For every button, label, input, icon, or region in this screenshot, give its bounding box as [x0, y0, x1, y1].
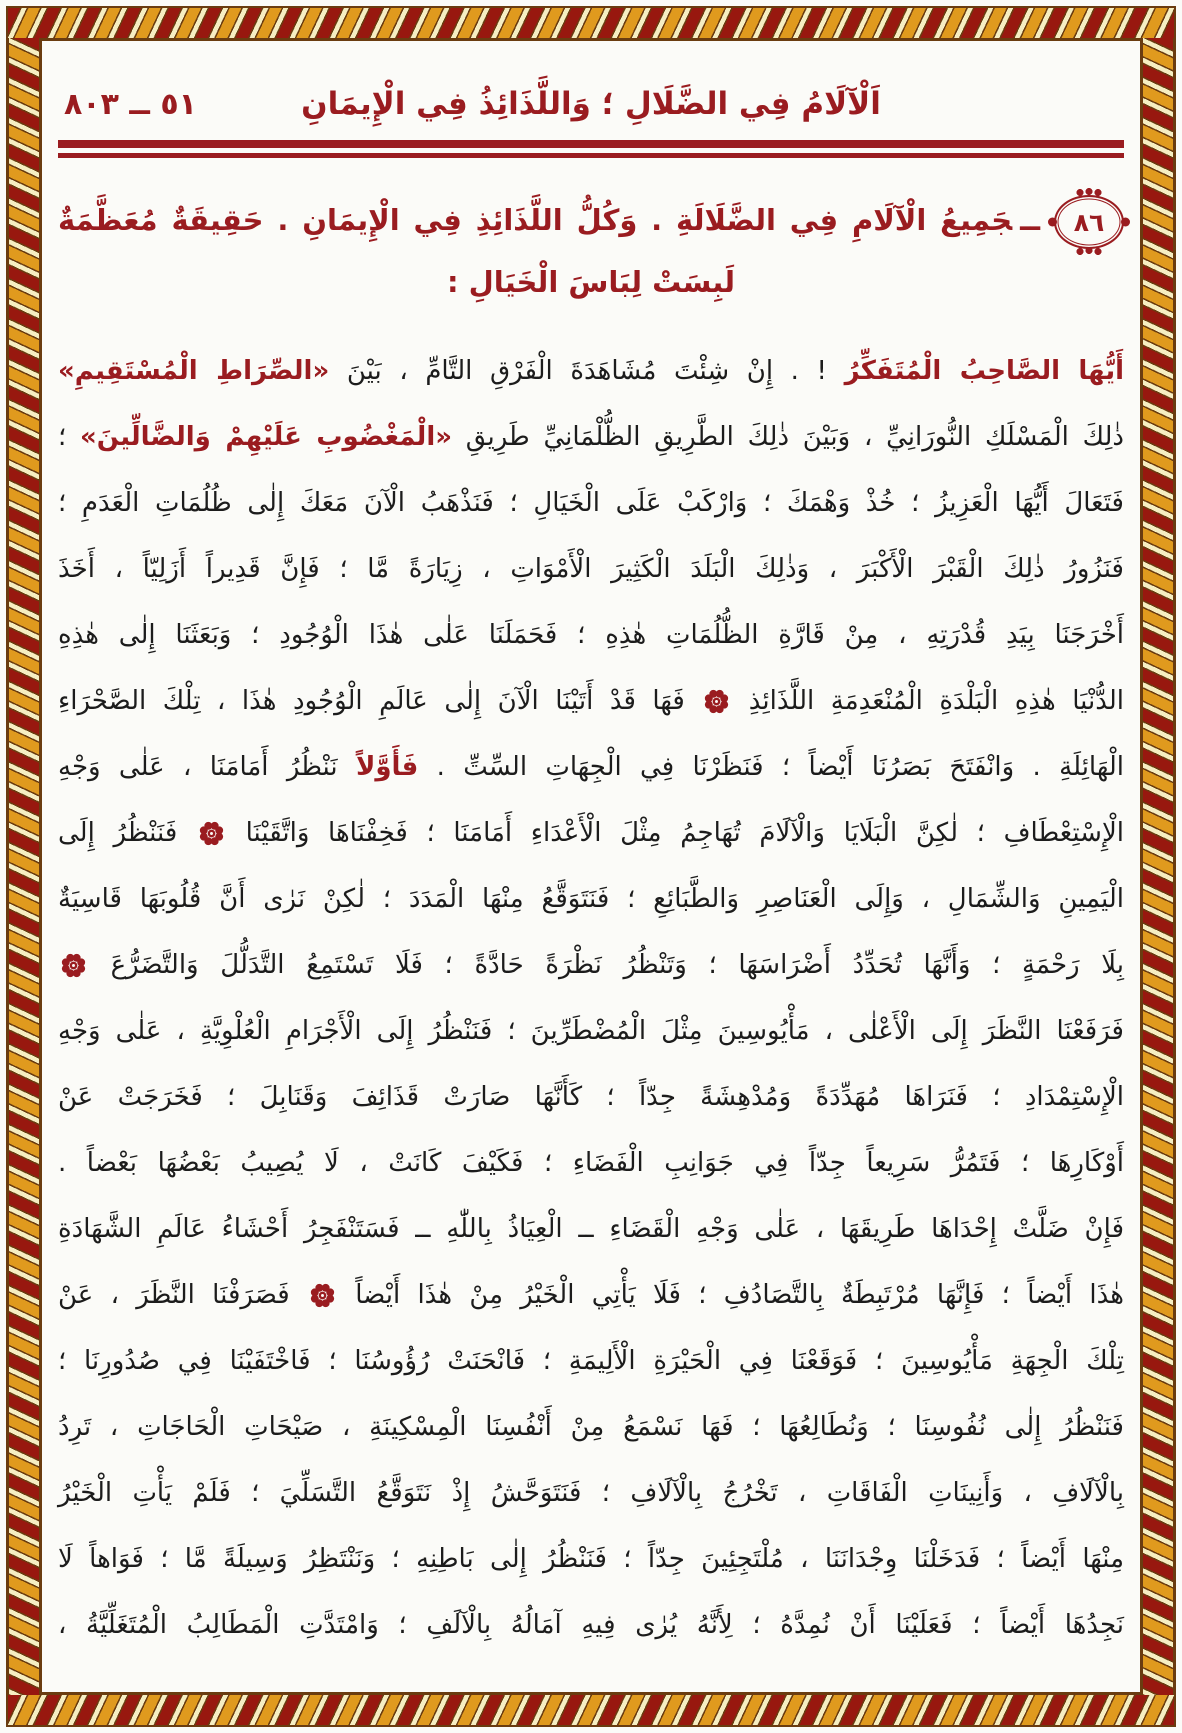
paragraph-number-medallion — [1054, 195, 1124, 249]
medallion-ornament-icon — [1048, 218, 1057, 227]
text-run: ؛ — [58, 422, 81, 452]
text-run: نَجِدُهَا أَيْضاً ؛ فَعَلَيْنَا أَنْ نُمِدَّهُ ؛ لِأَنَّهُ يُرٰى فِيهِ آمَالُهُ بِالْآلَفِ ؛ وَامْتَدَّتِ الْمَطَالِبُ الْمُتَغَلِّيَّةُ ، — [58, 1610, 1124, 1640]
text-run: فَإِنْ ضَلَّتْ إِحْدَاهَا طَرِيقَهَا ، عَلٰى وَجْهِ الْقَضَاءِ ــ الْعِيَاذُ بِاللّٰهِ ــ فَسَتَنْفَجِرُ أَحْشَاءُ عَالَمِ الشَّهَادَةِ — [58, 1214, 1124, 1244]
highlight-phrase: «الْمَغْضُوبِ عَلَيْهِمْ وَالضَّالِّينَ» — [80, 422, 453, 452]
body-line — [58, 1328, 1124, 1394]
body-line — [58, 1592, 1124, 1658]
section-heading — [58, 188, 1124, 312]
text-run: الْهَائِلَةِ . وَانْفَتَحَ بَصَرُنَا أَيْضاً ؛ فَنَظَرْنَا فِي الْجِهَاتِ السِّتِّ . — [418, 752, 1124, 782]
text-run: الْإِسْتِمْدَادِ ؛ فَنَرَاهَا مُهَدِّدَةً وَمُدْهِشَةً جِدّاً ؛ كَأَنَّهَا صَارَتْ قَذَائِفَ وَقَنَابِلَ ؛ فَخَرَجَتْ عَنْ — [58, 1082, 1124, 1112]
body-line — [58, 668, 1124, 734]
text-run: ! . إِنْ شِئْتَ مُشَاهَدَةَ الْفَرْقِ التَّامِّ ، بَيْنَ — [329, 356, 845, 386]
header-rule-thick — [58, 140, 1124, 148]
text-run: أَوْكَارِهَا ؛ فَتَمُرُّ سَرِيعاً جِدّاً فِي جَوَانِبِ الْفَضَاءِ ؛ فَكَيْفَ كَانَتْ ، لَا يُصِيبُ بَعْضُهَا بَعْضاً . — [58, 1148, 1124, 1178]
header-rule — [58, 140, 1124, 158]
body-line — [58, 1064, 1124, 1130]
section-heading-line-2: لَبِسَتْ لِبَاسَ الْخَيَالِ : — [446, 265, 736, 299]
body-line — [58, 1262, 1124, 1328]
text-run: بِلَا رَحْمَةٍ ؛ وَأَنَّهَا تُحَدِّدُ أَضْرَاسَهَا ؛ وَتَنْظُرُ نَظْرَةً حَادَّةً ؛ فَلَا تَسْتَمِعُ التَّدَلُّلَ وَالتَّضَرُّعَ — [89, 950, 1124, 980]
text-run: ذٰلِكَ الْمَسْلَكِ النُّورَانِيِّ ، وَبَيْنَ ذٰلِكَ الطَّرِيقِ الظُّلْمَانِيِّ طَرِيقِ — [452, 422, 1124, 452]
border-band-right — [1140, 38, 1174, 1695]
medallion-ornament-icon — [1121, 218, 1130, 227]
body-line — [58, 536, 1124, 602]
text-run: تِلْكَ الْجِهَةِ مَأْيُوسِينَ ؛ فَوَقَعْنَا فِي الْحَيْرَةِ الْأَلِيمَةِ ؛ فَانْحَنَتْ رُؤُوسُنَا ؛ فَاخْتَفَيْنَا فِي صُدُورِنَا ؛ — [58, 1346, 1124, 1376]
text-run: نَنْظُرُ أَمَامَنَا ، عَلٰى وَجْهِ — [58, 752, 356, 782]
text-run: الدُّنْيَا هٰذِهِ الْبَلْدَةِ الْمُنْعَدِمَةِ اللَّذَائِذِ — [732, 686, 1124, 716]
rosette-icon — [703, 688, 730, 715]
rosette-icon — [198, 820, 225, 847]
text-run: الْيَمِينِ وَالشِّمَالِ ، وَإِلَى الْعَنَاصِرِ وَالطَّبَائِعِ ؛ فَنَتَوَقَّعُ مِنْهَا الْمَدَدَ ؛ لٰكِنْ نَرٰى أَنَّ قُلُوبَهَا قَاسِيَةٌ — [58, 884, 1124, 914]
rosette-icon — [60, 952, 87, 979]
heading-text: جَمِيعُ الْآلَامِ فِي الضَّلَالَةِ . وَكُلُّ اللَّذَائِذِ فِي الْإِيمَانِ . حَقِيقَةٌ مُعَظَّمَةٌ — [58, 203, 1013, 237]
page-number: ٥١ ــ ٨٠٣ — [64, 87, 197, 122]
text-run: فَنَنْظُرُ إِلٰى نُفُوسِنَا ؛ وَنُطَالِعُهَا ؛ فَهَا نَسْمَعُ مِنْ أَنْفُسِنَا الْمِسْكِينَةِ ، صَيْحَاتِ الْحَاجَاتِ ، تَرِدُ — [58, 1412, 1124, 1442]
border-band-bottom — [8, 1692, 1174, 1725]
body-line — [58, 866, 1124, 932]
body-line — [58, 470, 1124, 536]
highlight-phrase: أَيُّهَا الصَّاحِبُ الْمُتَفَكِّرُ — [844, 356, 1125, 386]
body-line — [58, 734, 1124, 800]
rosette-icon — [309, 1282, 336, 1309]
section-heading-line-1 — [58, 188, 1124, 252]
page-header — [58, 46, 1124, 138]
highlight-phrase: «الصِّرَاطِ الْمُسْتَقِيمِ» — [58, 356, 330, 386]
body-line — [58, 1130, 1124, 1196]
heading-dash: ــ — [1020, 203, 1040, 237]
text-run: فَنَزُورُ ذٰلِكَ الْقَبْرَ الْأَكْبَرَ ، وَذٰلِكَ الْبَلَدَ الْكَثِيرَ الْأَمْوَاتِ ، زِيَارَةً مَّا ؛ فَإِنَّ قَدِيراً أَزَلِيّاً ، أَخَذَ — [58, 554, 1124, 584]
text-run: أَخْرَجَنَا بِيَدِ قُدْرَتِهِ ، مِنْ قَارَّةِ الظُّلُمَاتِ هٰذِهِ ؛ فَحَمَلَنَا عَلٰى هٰذَا الْوُجُودِ ؛ وَبَعَثَنَا إِلٰى هٰذِهِ — [58, 620, 1124, 650]
body-line — [58, 932, 1124, 998]
text-run: هٰذَا أَيْضاً ؛ فَإِنَّهَا مُرْتَبِطَةٌ بِالتَّصَادُفِ ؛ فَلَا يَأْتِي الْخَيْرُ مِنْ هٰذَا أَيْضاً — [337, 1280, 1124, 1310]
text-run: فَنَنْظُرُ إِلَى — [58, 818, 196, 848]
body-text — [58, 338, 1124, 1658]
page-title: اَلْآلَامُ فِي الضَّلَالِ ؛ وَاللَّذَائِذُ فِي الْإِيمَانِ — [301, 86, 881, 122]
text-run: الْإِسْتِعْطَافِ ؛ لٰكِنَّ الْبَلَايَا وَالْآلَامَ تُهَاجِمُ مِثْلَ الْأَعْدَاءِ أَمَامَنَا ؛ فَخِفْنَاهَا وَاتَّقَيْنَا — [226, 818, 1125, 848]
header-rule-thin — [58, 153, 1124, 158]
border-band-top — [8, 8, 1174, 41]
body-line — [58, 998, 1124, 1064]
body-line — [58, 800, 1124, 866]
text-run: مِنْهَا أَيْضاً ؛ فَدَخَلْنَا وِجْدَانَنَا ، مُلْتَجِئِينَ جِدّاً ؛ فَنَنْظُرُ إِلٰى بَاطِنِهِ ؛ وَنَنْتَظِرُ وَسِيلَةً مَّا ؛ فَوَاهاً لَا — [58, 1544, 1124, 1574]
body-line — [58, 404, 1124, 470]
body-line — [58, 1394, 1124, 1460]
page-content — [58, 46, 1124, 1687]
body-line — [58, 1526, 1124, 1592]
border-band-left — [8, 38, 42, 1695]
text-run: فَرَفَعْنَا النَّظَرَ إِلَى الْأَعْلٰى ، مَأْيُوسِينَ مِثْلَ الْمُضْطَرِّينَ ؛ فَنَنْظُرُ إِلَى الْأَجْرَامِ الْعُلْوِيَّةِ ، عَلٰى وَجْهِ — [58, 1016, 1124, 1046]
highlight-phrase: فَأَوَّلاً — [355, 752, 419, 782]
text-run: فَهَا قَدْ أَتَيْنَا الْآنَ إِلٰى عَالَمِ الْوُجُودِ هٰذَا ، تِلْكَ الصَّحْرَاءِ — [58, 686, 702, 716]
text-run: فَتَعَالَ أَيُّهَا الْعَزِيزُ ؛ خُذْ وَهْمَكَ ؛ وَارْكَبْ عَلَى الْخَيَالِ ؛ فَنَذْهَبُ الْآنَ مَعَكَ إِلٰى ظُلُمَاتِ الْعَدَمِ ؛ — [58, 488, 1124, 518]
text-run: فَصَرَفْنَا النَّظَرَ ، عَنْ — [58, 1280, 307, 1310]
body-line — [58, 1196, 1124, 1262]
body-line — [58, 338, 1124, 404]
body-line — [58, 602, 1124, 668]
paragraph-number: ٨٦ — [1073, 207, 1105, 237]
text-run: بِالْآلَافِ ، وَأَنِينَاتِ الْفَاقَاتِ ، تَخْرُجُ بِالْآلَافِ ؛ فَنَتَوَحَّشُ إِذْ نَتَوَقَّعُ التَّسَلِّيَ ؛ فَلَمْ يَأْتِ الْخَيْرُ — [58, 1478, 1124, 1508]
body-line — [58, 1460, 1124, 1526]
